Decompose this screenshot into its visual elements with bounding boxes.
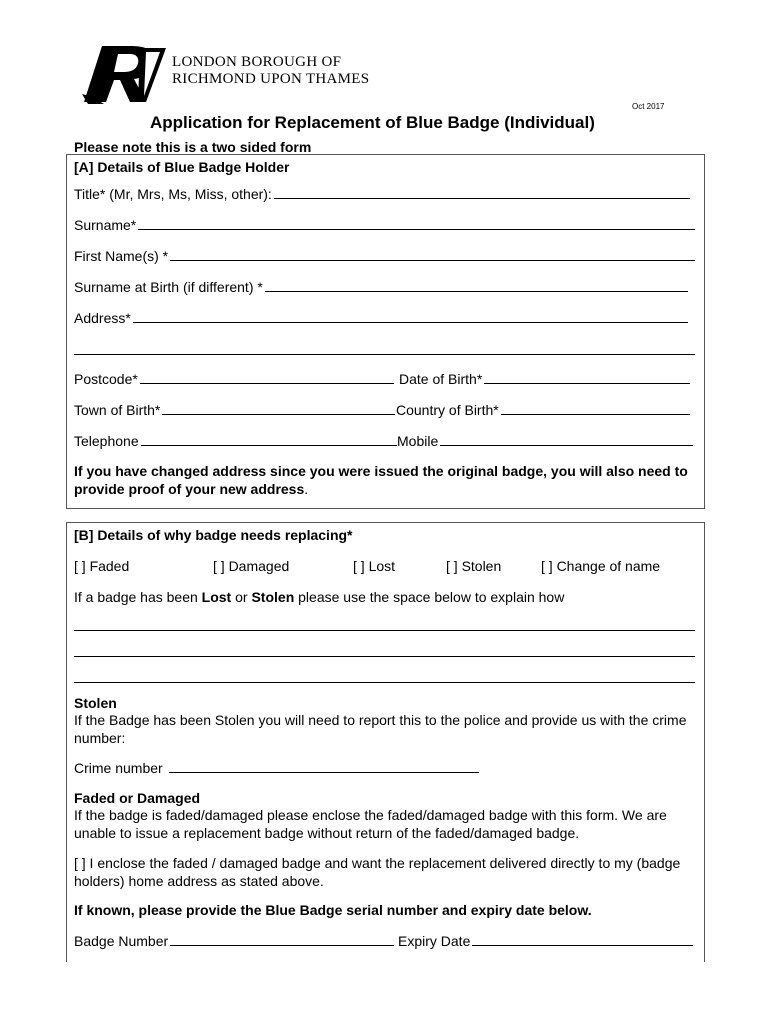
explain-line-3[interactable] — [74, 682, 695, 683]
explain-stolen: Stolen — [251, 589, 295, 605]
section-b-heading: [B] Details of why badge needs replacing* — [74, 527, 353, 543]
option-damaged-label: Damaged — [228, 558, 290, 574]
option-change-name-checkbox[interactable]: [ ] — [541, 558, 553, 574]
town-birth-label: Town of Birth* — [74, 402, 161, 418]
form-date: Oct 2017 — [632, 102, 665, 111]
option-damaged[interactable] — [213, 558, 289, 574]
first-name-line[interactable] — [170, 260, 695, 261]
postcode-field[interactable] — [74, 371, 394, 387]
faded-heading: Faded or Damaged — [74, 790, 201, 806]
title-field[interactable] — [74, 186, 690, 202]
serial-instruction: If known, please provide the Blue Badge serial number and expiry date below. — [74, 902, 592, 918]
explain-or: or — [231, 589, 252, 605]
town-birth-field[interactable] — [74, 402, 395, 418]
expiry-date-line[interactable] — [472, 945, 693, 946]
country-birth-label: Country of Birth* — [396, 402, 499, 418]
mobile-field[interactable] — [397, 433, 693, 449]
surname-line[interactable] — [138, 229, 695, 230]
option-stolen-label: Stolen — [461, 558, 502, 574]
mobile-line[interactable] — [440, 445, 693, 446]
address-line-2[interactable] — [74, 354, 695, 355]
option-change-name[interactable] — [541, 558, 660, 574]
org-name-line2: RICHMOND UPON THAMES — [172, 71, 370, 87]
first-name-field[interactable] — [74, 248, 695, 264]
explain-line-1[interactable] — [74, 630, 695, 631]
option-stolen-checkbox[interactable]: [ ] — [446, 558, 458, 574]
dob-label: Date of Birth* — [399, 371, 483, 387]
enclose-badge-option[interactable]: [ ] I enclose the faded / damaged badge and want the replacement delivered directly to my (badge holders) home address as stated above. — [74, 855, 681, 889]
two-sided-note: Please note this is a two sided form — [74, 139, 312, 155]
option-lost-label: Lost — [368, 558, 396, 574]
town-birth-line[interactable] — [162, 414, 395, 415]
org-name-line1: LONDON BOROUGH OF — [172, 54, 342, 70]
section-a-box — [66, 154, 705, 509]
option-lost-checkbox[interactable]: [ ] — [353, 558, 365, 574]
option-damaged-checkbox[interactable]: [ ] — [213, 558, 225, 574]
surname-birth-line[interactable] — [265, 291, 688, 292]
country-birth-line[interactable] — [501, 414, 690, 415]
option-faded-label: Faded — [89, 558, 130, 574]
crime-number-field[interactable] — [74, 760, 479, 776]
title-line[interactable] — [274, 198, 690, 199]
page-title: Application for Replacement of Blue Badge (Individual) — [150, 113, 595, 132]
explain-lost: Lost — [201, 589, 232, 605]
telephone-line[interactable] — [141, 445, 397, 446]
country-birth-field[interactable] — [396, 402, 690, 418]
mobile-label: Mobile — [397, 433, 439, 449]
explain-line-2[interactable] — [74, 656, 695, 657]
surname-field[interactable] — [74, 217, 695, 233]
surname-birth-field[interactable] — [74, 279, 688, 295]
option-change-name-label: Change of name — [556, 558, 661, 574]
postcode-label: Postcode* — [74, 371, 138, 387]
badge-number-line[interactable] — [170, 945, 394, 946]
expiry-date-field[interactable] — [398, 933, 693, 949]
dob-field[interactable] — [399, 371, 690, 387]
address-change-notice — [74, 462, 698, 498]
address-field[interactable] — [74, 310, 688, 326]
expiry-date-label: Expiry Date — [398, 933, 471, 949]
option-faded[interactable] — [74, 558, 129, 574]
title-label: Title* (Mr, Mrs, Ms, Miss, other): — [74, 186, 272, 202]
address-change-notice-end: . — [304, 481, 309, 497]
badge-number-field[interactable] — [74, 933, 394, 949]
stolen-text: If the Badge has been Stolen you will need to report this to the police and provide us with the crime number: — [74, 712, 687, 746]
badge-number-label: Badge Number — [74, 933, 169, 949]
stolen-heading: Stolen — [74, 695, 117, 711]
telephone-label: Telephone — [74, 433, 139, 449]
first-name-label: First Name(s) * — [74, 248, 169, 264]
faded-text: If the badge is faded/damaged please enclose the faded/damaged badge with this form. We are unable to issue a replacement badge without return of the faded/damaged badge. — [74, 807, 667, 841]
address-change-notice-bold: If you have changed address since you were issued the original badge, you will also need to provide proof of your new address — [74, 463, 688, 497]
explain-instruction — [74, 589, 564, 605]
postcode-line[interactable] — [140, 383, 394, 384]
council-logo — [80, 44, 170, 106]
option-lost[interactable] — [353, 558, 395, 574]
address-line-1[interactable] — [133, 322, 688, 323]
option-stolen[interactable] — [446, 558, 501, 574]
telephone-field[interactable] — [74, 433, 397, 449]
section-a-heading: [A] Details of Blue Badge Holder — [74, 159, 290, 175]
option-faded-checkbox[interactable]: [ ] — [74, 558, 86, 574]
surname-label: Surname* — [74, 217, 137, 233]
explain-post: please use the space below to explain how — [294, 589, 565, 605]
surname-birth-label: Surname at Birth (if different) * — [74, 279, 263, 295]
dob-line[interactable] — [484, 383, 690, 384]
explain-pre: If a badge has been — [74, 589, 202, 605]
address-label: Address* — [74, 310, 131, 326]
crime-number-line[interactable] — [169, 772, 479, 773]
crime-number-label: Crime number — [74, 760, 163, 776]
